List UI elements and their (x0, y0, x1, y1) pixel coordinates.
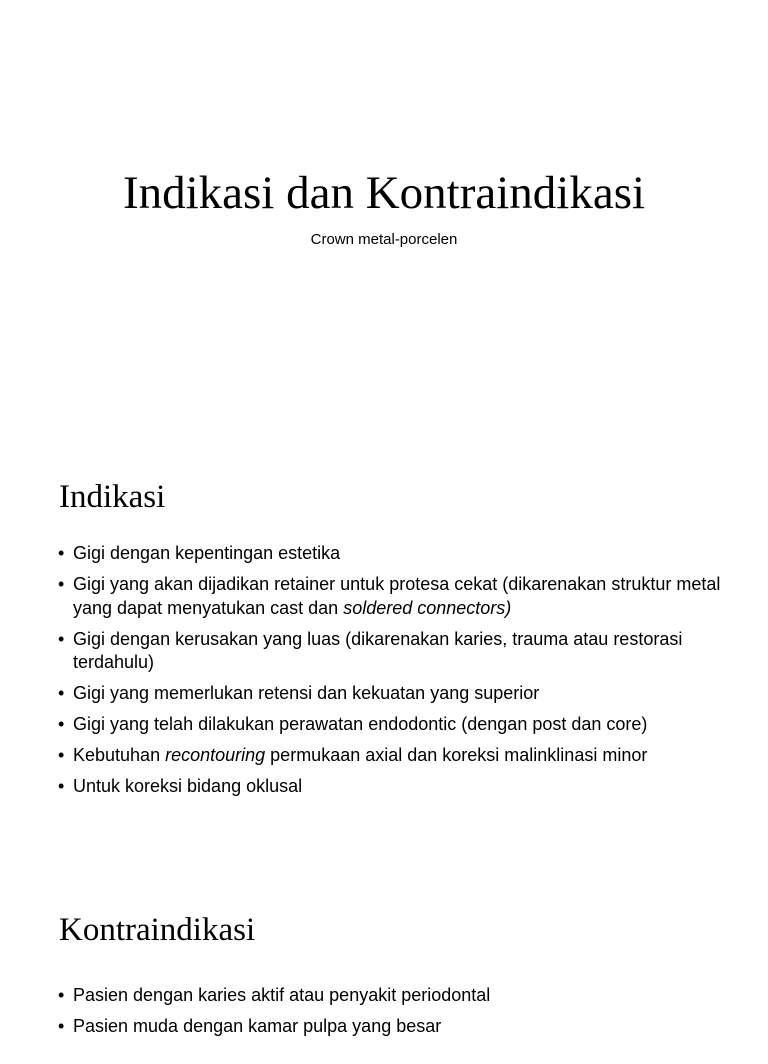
presentation-title: Indikasi dan Kontraindikasi (122, 167, 646, 219)
text-run: Gigi dengan kerusakan yang luas (dikarenakan karies, trauma atau restorasi terdahulu) (73, 628, 683, 672)
bullet-text (73, 776, 302, 796)
bullet-point-icon: • (58, 683, 65, 703)
bullet-point-icon: • (58, 745, 65, 765)
bullet-item (58, 713, 748, 737)
bullet-point-icon: • (58, 628, 65, 649)
italic-term: recontouring (165, 745, 266, 765)
italic-term: soldered connectors) (343, 597, 512, 618)
bullet-text (73, 574, 720, 618)
bullet-item (58, 682, 748, 706)
bullet-item (58, 984, 748, 1008)
text-run: Gigi dengan kepentingan estetika (73, 543, 341, 563)
bullet-point-icon: • (58, 1016, 65, 1036)
text-run: Gigi yang akan dijadikan retainer untuk protesa cekat (dikarenakan struktur metal yang dapat menyatukan cast dan (73, 574, 721, 618)
bullet-text (73, 629, 682, 673)
text-run: permukaan axial dan koreksi malinklinasi minor (265, 745, 648, 765)
indikasi-slide (0, 432, 768, 864)
text-run: Pasien dengan karies aktif atau penyakit periodontal (73, 985, 491, 1005)
bullet-point-icon: • (58, 574, 65, 594)
bullet-text (73, 1016, 441, 1036)
title-slide (0, 0, 768, 432)
kontraindikasi-bullet-list (58, 984, 748, 1046)
presentation-subtitle: Crown metal-porcelen (310, 231, 458, 248)
bullet-item (58, 542, 748, 566)
bullet-item (58, 628, 748, 675)
bullet-text (73, 745, 647, 765)
text-run: Untuk koreksi bidang oklusal (73, 776, 303, 796)
bullet-item (58, 775, 748, 799)
bullet-item (58, 1015, 748, 1039)
indikasi-heading: Indikasi (59, 479, 166, 515)
kontraindikasi-slide (0, 864, 768, 1064)
indikasi-bullet-list (58, 542, 748, 806)
bullet-point-icon: • (58, 543, 65, 563)
bullet-text (73, 683, 539, 703)
bullet-text (73, 714, 647, 734)
bullet-point-icon: • (58, 776, 65, 796)
bullet-point-icon: • (58, 985, 65, 1005)
bullet-text (73, 543, 340, 563)
bullet-item (58, 573, 748, 620)
bullet-point-icon: • (58, 714, 65, 734)
text-run: Gigi yang memerlukan retensi dan kekuatan yang superior (73, 683, 540, 703)
bullet-item (58, 744, 748, 768)
bullet-text (73, 985, 490, 1005)
kontraindikasi-heading: Kontraindikasi (59, 912, 256, 948)
text-run: Pasien muda dengan kamar pulpa yang besar (73, 1016, 442, 1036)
text-run: Gigi yang telah dilakukan perawatan endodontic (dengan post dan core) (73, 714, 648, 734)
text-run: Kebutuhan (73, 745, 166, 765)
